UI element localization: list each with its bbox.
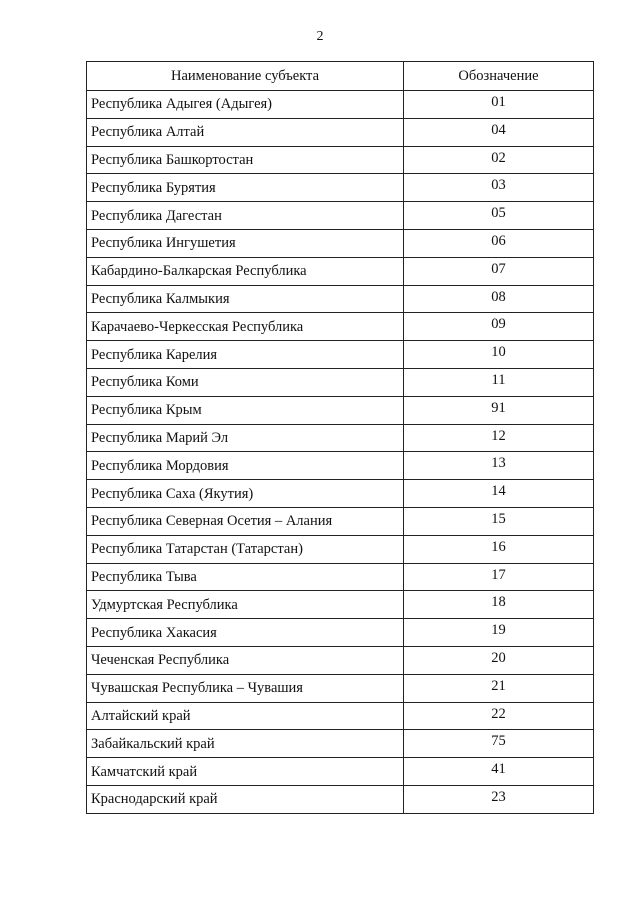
page-number: 2: [316, 29, 324, 44]
table-row: [87, 174, 594, 202]
subject-name-cell: Республика Саха (Якутия): [87, 480, 404, 508]
subject-name-cell: Республика Тыва: [87, 563, 404, 591]
subject-code-cell: 41: [404, 758, 594, 786]
table-row: [87, 257, 594, 285]
subject-name-cell: Удмуртская Республика: [87, 591, 404, 619]
table-row: [87, 674, 594, 702]
subject-code-cell: 75: [404, 730, 594, 758]
subject-code-cell: 11: [404, 368, 594, 396]
subject-code-cell: 22: [404, 702, 594, 730]
table-body: [87, 91, 594, 814]
subject-name-cell: Республика Дагестан: [87, 202, 404, 230]
subject-name-cell: Чеченская Республика: [87, 646, 404, 674]
subject-name-cell: Республика Крым: [87, 396, 404, 424]
table-row: [87, 285, 594, 313]
subject-name-cell: Республика Башкортостан: [87, 146, 404, 174]
subject-code-cell: 08: [404, 285, 594, 313]
table-row: [87, 730, 594, 758]
subject-code-cell: 13: [404, 452, 594, 480]
table-row: [87, 480, 594, 508]
subject-code-cell: 17: [404, 563, 594, 591]
subject-name-cell: Республика Мордовия: [87, 452, 404, 480]
subject-code-cell: 19: [404, 619, 594, 647]
table-row: [87, 202, 594, 230]
subject-name-cell: Республика Калмыкия: [87, 285, 404, 313]
subjects-table: [86, 61, 594, 814]
subject-code-cell: 20: [404, 646, 594, 674]
table-row: [87, 591, 594, 619]
subject-code-cell: 21: [404, 674, 594, 702]
table-row: [87, 785, 594, 813]
table-row: [87, 507, 594, 535]
subject-name-cell: Чувашская Республика – Чувашия: [87, 674, 404, 702]
table-row: [87, 424, 594, 452]
subject-name-cell: Республика Алтай: [87, 118, 404, 146]
subject-name-cell: Республика Адыгея (Адыгея): [87, 91, 404, 119]
column-header-name: Наименование субъекта: [87, 62, 404, 91]
table-row: [87, 758, 594, 786]
table-row: [87, 702, 594, 730]
subject-name-cell: Республика Северная Осетия – Алания: [87, 507, 404, 535]
table-row: [87, 229, 594, 257]
table-row: [87, 91, 594, 119]
subject-code-cell: 18: [404, 591, 594, 619]
table-row: [87, 563, 594, 591]
table-row: [87, 396, 594, 424]
column-header-code: Обозначение: [404, 62, 594, 91]
table-row: [87, 118, 594, 146]
subject-name-cell: Забайкальский край: [87, 730, 404, 758]
table-row: [87, 146, 594, 174]
subject-code-cell: 09: [404, 313, 594, 341]
table-row: [87, 619, 594, 647]
subject-name-cell: Республика Хакасия: [87, 619, 404, 647]
subject-code-cell: 01: [404, 91, 594, 119]
subject-name-cell: Кабардино-Балкарская Республика: [87, 257, 404, 285]
subject-code-cell: 03: [404, 174, 594, 202]
subject-code-cell: 14: [404, 480, 594, 508]
table-header-row: [87, 62, 594, 91]
table-row: [87, 452, 594, 480]
subject-code-cell: 05: [404, 202, 594, 230]
subject-code-cell: 04: [404, 118, 594, 146]
subject-code-cell: 02: [404, 146, 594, 174]
subject-code-cell: 06: [404, 229, 594, 257]
subject-name-cell: Республика Ингушетия: [87, 229, 404, 257]
subject-name-cell: Республика Марий Эл: [87, 424, 404, 452]
subject-name-cell: Камчатский край: [87, 758, 404, 786]
subject-code-cell: 07: [404, 257, 594, 285]
table-row: [87, 535, 594, 563]
subject-code-cell: 10: [404, 341, 594, 369]
subject-name-cell: Алтайский край: [87, 702, 404, 730]
subject-code-cell: 15: [404, 507, 594, 535]
subject-name-cell: Республика Коми: [87, 368, 404, 396]
subject-code-cell: 12: [404, 424, 594, 452]
table-row: [87, 341, 594, 369]
subject-name-cell: Республика Бурятия: [87, 174, 404, 202]
table-row: [87, 646, 594, 674]
table-row: [87, 368, 594, 396]
subject-code-cell: 16: [404, 535, 594, 563]
subject-name-cell: Карачаево-Черкесская Республика: [87, 313, 404, 341]
subject-name-cell: Республика Карелия: [87, 341, 404, 369]
subject-code-cell: 23: [404, 785, 594, 813]
subject-name-cell: Краснодарский край: [87, 785, 404, 813]
subject-code-cell: 91: [404, 396, 594, 424]
subject-name-cell: Республика Татарстан (Татарстан): [87, 535, 404, 563]
table-row: [87, 313, 594, 341]
